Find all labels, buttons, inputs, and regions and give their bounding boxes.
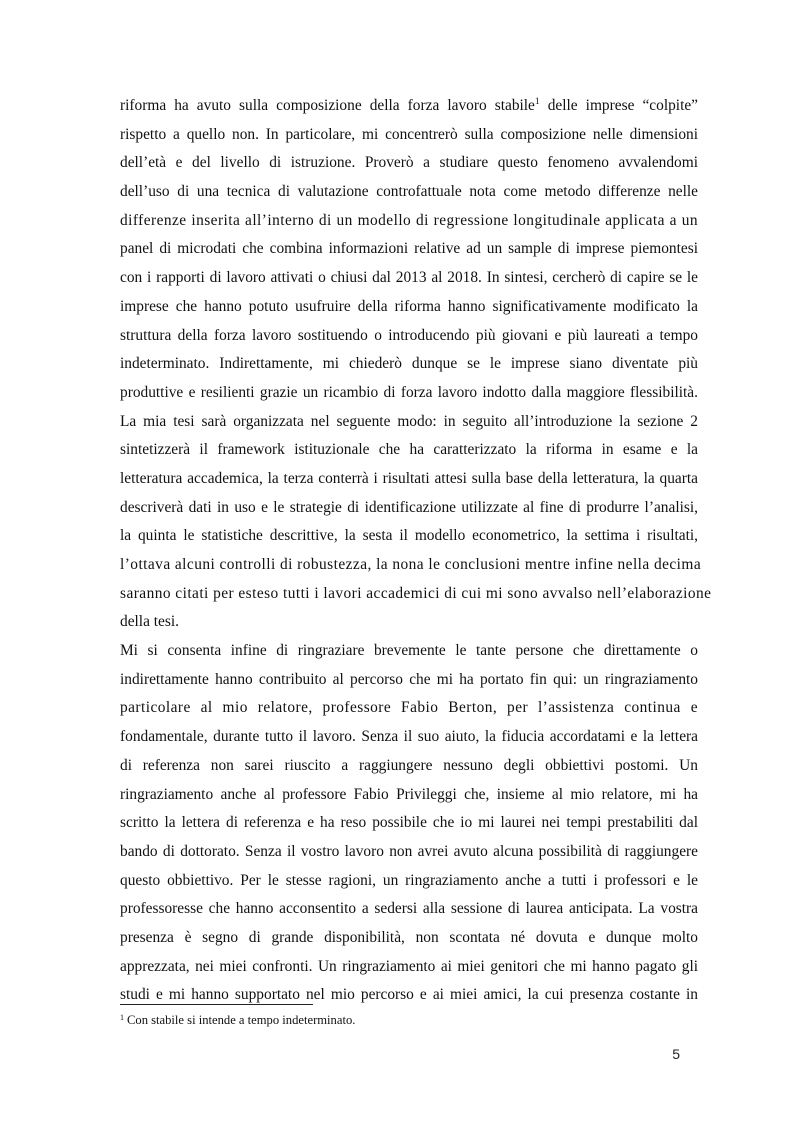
text-line: saranno citati per esteso tutti i lavori accademici di cui mi sono avvalso nell’elaborazione: [120, 584, 712, 602]
text-line: l’ottava alcuni controlli di robustezza, la nona le conclusioni mentre infine nella decima: [120, 556, 702, 573]
text-line: La mia tesi sarà organizzata nel seguente modo: in seguito all’introduzione la sezione 2: [120, 412, 698, 430]
text-line: panel di microdati che combina informazioni relative ad un sample di imprese piemontesi: [120, 240, 698, 258]
text-line: produttive e resilienti grazie un ricambio di forza lavoro indotto dalla maggiore flessibilità.: [120, 383, 698, 401]
text-line: letteratura accademica, la terza conterrà i risultati attesi sulla base della letteratura, la quarta: [120, 469, 698, 487]
page-number: 5: [672, 1046, 680, 1062]
text-line: questo obbiettivo. Per le stesse ragioni, un ringraziamento anche a tutti i professori e le: [120, 871, 698, 889]
text-segment: delle imprese “colpite”: [539, 97, 699, 114]
text-line: professoresse che hanno acconsentito a sedersi alla sessione di laurea anticipata. La vostra: [120, 900, 698, 918]
text-line: Mi si consenta infine di ringraziare brevemente le tante persone che direttamente o: [120, 642, 698, 660]
footnote-separator: [120, 1004, 313, 1005]
text-line: struttura della forza lavoro sostituendo o introducendo più giovani e più laureati a tempo: [120, 326, 698, 344]
footnote-reference: 1: [534, 97, 540, 107]
text-line: descriverà dati in uso e le strategie di identificazione utilizzate al fine di produrre l’analisi,: [120, 498, 698, 516]
text-line: studi e mi hanno supportato nel mio percorso e ai miei amici, la cui presenza costante in: [120, 986, 698, 1004]
text-segment: riforma ha avuto sulla composizione della forza lavoro stabile: [120, 97, 535, 114]
text-line: dell’età e del livello di istruzione. Proverò a studiare questo fenomeno avvalendomi: [120, 154, 698, 172]
text-line: con i rapporti di lavoro attivati o chiusi dal 2013 al 2018. In sintesi, cercherò di capire se le: [120, 269, 698, 287]
text-line: bando di dottorato. Senza il vostro lavoro non avrei avuto alcuna possibilità di raggiungere: [120, 842, 698, 860]
text-line: particolare al mio relatore, professore Fabio Berton, per l’assistenza continua e: [120, 699, 698, 717]
footnote: [120, 1012, 355, 1028]
text-line: ringraziamento anche al professore Fabio Privileggi che, insieme al mio relatore, mi ha: [120, 785, 698, 803]
text-line: presenza è segno di grande disponibilità, non scontata né dovuta e dunque molto: [120, 928, 698, 946]
text-line: di referenza non sarei riuscito a raggiungere nessuno degli obbiettivi postomi. Un: [120, 756, 698, 774]
body-text: [120, 92, 712, 1010]
footnote-text: Con stabile si intende a tempo indeterminato.: [127, 1013, 356, 1027]
text-line: dell’uso di una tecnica di valutazione controfattuale nota come metodo differenze nelle: [120, 183, 698, 201]
text-line: [120, 92, 698, 121]
text-line: la quinta le statistiche descrittive, la sesta il modello econometrico, la settima i risultati,: [120, 527, 698, 545]
text-line: rispetto a quello non. In particolare, mi concentrerò sulla composizione nelle dimensioni: [120, 125, 698, 143]
text-line: sintetizzerà il framework istituzionale che ha caratterizzato la riforma in esame e la: [120, 441, 698, 459]
text-line: scritto la lettera di referenza e ha reso possibile che io mi laurei nei tempi prestabiliti dal: [120, 814, 698, 832]
text-line: apprezzata, nei miei confronti. Un ringraziamento ai miei genitori che mi hanno pagato gli: [120, 957, 698, 975]
footnote-marker: 1: [120, 1013, 124, 1022]
text-line: della tesi.: [120, 613, 179, 631]
text-line: indeterminato. Indirettamente, mi chiederò dunque se le imprese siano diventate più: [120, 355, 698, 373]
text-line: differenze inserita all’interno di un modello di regressione longitudinale applicata a un: [120, 211, 698, 229]
text-line: indirettamente hanno contribuito al percorso che mi ha portato fin qui: un ringraziamento: [120, 670, 698, 688]
text-line: fondamentale, durante tutto il lavoro. Senza il suo aiuto, la fiducia accordatami e la lettera: [120, 728, 698, 746]
text-line: imprese che hanno potuto usufruire della riforma hanno significativamente modificato la: [120, 297, 698, 315]
